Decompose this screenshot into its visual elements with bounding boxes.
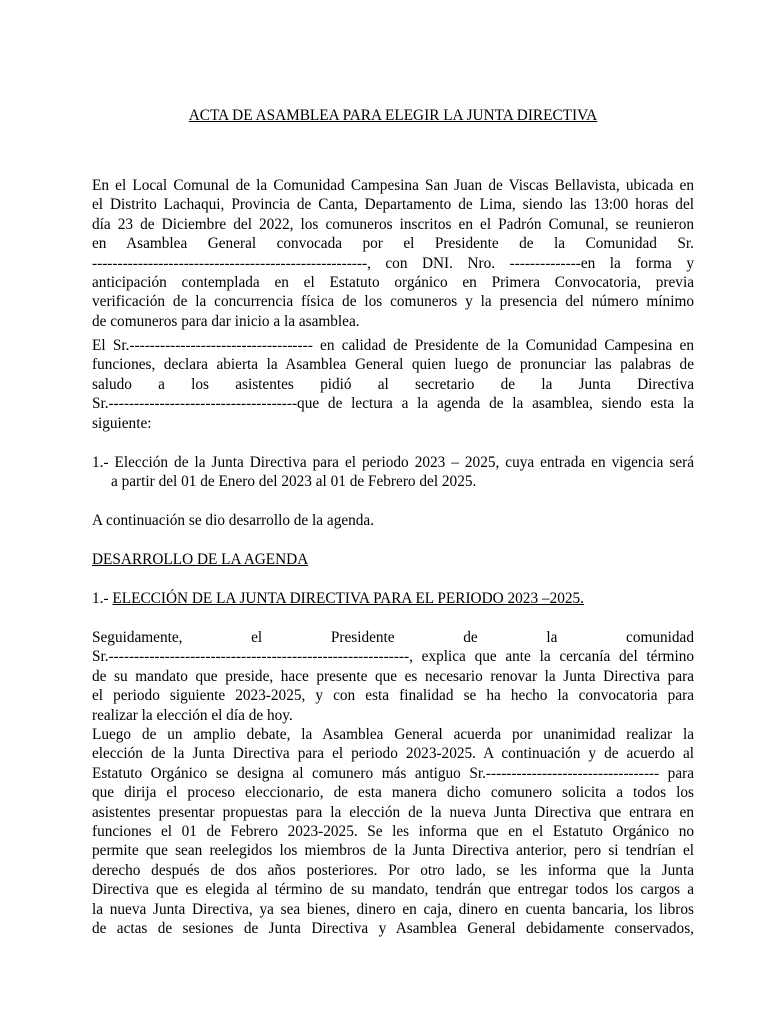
continuation-text: A continuación se dio desarrollo de la agenda. [92, 512, 375, 529]
president-line: Sr.-------------------------------------que de lectura a la agenda de la asamblea, siendo esta la [92, 395, 694, 413]
luego-line: funciones el 01 de Febrero 2023-2025. Se les informa que en el Estatuto Orgánico no [92, 823, 694, 841]
subsection-number: 1.- [92, 590, 113, 607]
agenda-item-line: a partir del 01 de Enero del 2023 al 01 de Febrero del 2025. [111, 473, 477, 491]
seguidamente-line: realizar la elección el día de hoy. [92, 706, 293, 724]
intro-line: ------------------------------------------------------, con DNI. Nro. --------------en la forma y [92, 254, 694, 272]
intro-line: En el Local Comunal de la Comunidad Campesina San Juan de Viscas Bellavista, ubicada en [92, 177, 694, 194]
luego-line: asistentes presentar propuestas para la elección de la nueva Junta Directiva que entrara en [92, 803, 694, 821]
section-heading: DESARROLLO DE LA AGENDA [92, 551, 309, 568]
president-paragraph [92, 336, 694, 433]
luego-line: Directiva que es elegida al término de su mandato, tendrán que entregar todos los cargos a [92, 881, 694, 899]
seguidamente-paragraph [92, 628, 694, 725]
luego-line: Estatuto Orgánico se designa al comunero más antiguo Sr.---------------------------------- para [92, 764, 694, 782]
luego-line: Luego de un amplio debate, la Asamblea General acuerda por unanimidad realizar la [92, 726, 694, 743]
agenda-item-line: 1.- Elección de la Junta Directiva para el periodo 2023 – 2025, cuya entrada en vigencia será [92, 454, 694, 471]
intro-line: el Distrito Lachaqui, Provincia de Canta, Departamento de Lima, siendo las 13:00 horas del [92, 196, 694, 214]
intro-paragraph [92, 176, 694, 331]
seguidamente-line: Seguidamente, el Presidente de la comunidad [92, 629, 694, 646]
luego-line: la nueva Junta Directiva, ya sea bienes, dinero en caja, dinero en cuenta bancaria, los libros [92, 900, 694, 918]
luego-line: que dirija el proceso eleccionario, de esta manera dicho comunero solicita a todos los [92, 784, 694, 802]
intro-line: verificación de la concurrencia física de los comuneros y la presencia del número mínimo [92, 293, 694, 311]
intro-line: día 23 de Diciembre del 2022, los comuneros inscritos en el Padrón Comunal, se reunieron [92, 215, 694, 233]
intro-line: de comuneros para dar inicio a la asamblea. [92, 312, 360, 330]
luego-line: de actas de sesiones de Junta Directiva y Asamblea General debidamente conservados, [92, 920, 694, 938]
seguidamente-line: de su mandato que preside, hace presente que es necesario renovar la Junta Directiva para [92, 667, 694, 685]
seguidamente-line: el periodo siguiente 2023-2025, y con esta finalidad se ha hecho la convocatoria para [92, 687, 694, 705]
president-line: saludo a los asistentes pidió al secretario de la Junta Directiva [92, 375, 694, 393]
intro-line: en Asamblea General convocada por el Presidente de la Comunidad Sr. [92, 235, 694, 253]
seguidamente-line: Sr.-----------------------------------------------------------, explica que ante la cercanía del término [92, 648, 694, 666]
subsection-heading [92, 589, 584, 608]
luego-line: permite que sean reelegidos los miembros de la Junta Directiva anterior, pero si tendrían el [92, 842, 694, 860]
president-line: siguiente: [92, 414, 152, 432]
subsection-title: ELECCIÓN DE LA JUNTA DIRECTIVA PARA EL PERIODO 2023 –2025. [112, 590, 584, 607]
luego-line: derecho después de dos años posteriores. Por otro lado, se les informa que la Junta [92, 861, 694, 879]
document-title: ACTA DE ASAMBLEA PARA ELEGIR LA JUNTA DIRECTIVA [188, 107, 598, 124]
president-line: funciones, declara abierta la Asamblea General quien luego de pronunciar las palabras de [92, 356, 694, 374]
luego-paragraph [92, 725, 694, 938]
intro-line: anticipación contemplada en el Estatuto orgánico en Primera Convocatoria, previa [92, 274, 694, 292]
president-line: El Sr.------------------------------------ en calidad de Presidente de la Comunidad Campesina en [92, 337, 694, 354]
luego-line: elección de la Junta Directiva para el periodo 2023-2025. A continuación y de acuerdo al [92, 745, 694, 763]
agenda-item [92, 453, 694, 492]
